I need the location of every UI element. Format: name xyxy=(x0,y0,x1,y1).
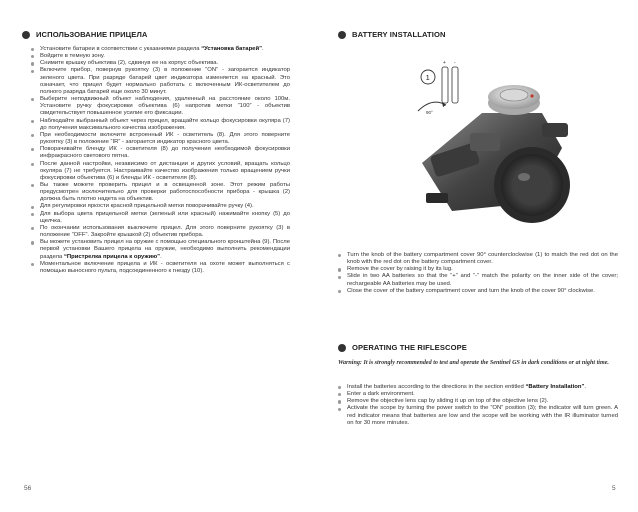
list-item-tail: . xyxy=(584,384,587,390)
operating-instruction-list xyxy=(338,384,618,427)
list-item-text: Вы также можете проверить прицел и в освещенной зоне. Этот режим работы предусмотрен исключительно для проверки работоспособности прибора - крышка (2) должна быть плотно надета на объектив. xyxy=(40,181,290,203)
list-item xyxy=(338,288,618,295)
svg-text:-: - xyxy=(454,60,456,66)
list-item-text: Вы можете установить прицел на оружие с помощью специального кронштейна (9). После первой установки Вашего прицела на оружие, необходимо выполнить рекомендации раздела xyxy=(40,239,290,260)
list-item-text: Remove the objective lens cap by sliding it up on top of the objective lens (2). xyxy=(347,398,549,405)
section-bullet-icon xyxy=(338,31,346,39)
list-item-text: Выберите неподвижный объект наблюдения, удаленный на расстояние около 100м. Установите ручку фокусировки объектива (6) напротив метки “100” - объектив свидетельствует повышенное усилие его фиксации. xyxy=(40,96,290,117)
list-item xyxy=(31,225,290,239)
list-item-tail: . xyxy=(262,46,264,52)
list-item xyxy=(31,53,290,60)
warning-note: Warning: It is strongly recommended to test and operate the Sentinel GS in dark conditions or at night time. xyxy=(338,360,609,366)
svg-text:+: + xyxy=(443,60,446,66)
list-item xyxy=(31,161,290,182)
callout-number: 1 xyxy=(425,73,430,82)
list-item xyxy=(31,67,290,96)
list-item-text: Close the cover of the battery compartment cover and turn the knob of the cover 90° clockwise. xyxy=(347,287,595,294)
list-item xyxy=(338,273,618,287)
list-item xyxy=(338,266,618,273)
right-page-number: 5 xyxy=(612,485,616,492)
list-item xyxy=(338,384,618,391)
riflescope-battery-illustration xyxy=(412,53,582,231)
list-item-text: Снимите крышку объектива (2), сдвинув ее на корпус объектива. xyxy=(40,60,219,67)
list-item-text: При необходимости включите встроенный ИК - осветитель (8). Для этого поверните рукоятку (3) в положение “IR” - загорается индикатор красного цвета. xyxy=(40,131,290,146)
list-item xyxy=(31,118,290,132)
list-item-bold: “Battery Installation” xyxy=(525,384,585,390)
list-item xyxy=(31,203,290,210)
list-item-bold: “Установка батарей” xyxy=(201,46,263,52)
list-item-tail: . xyxy=(160,253,162,260)
list-item xyxy=(338,398,618,405)
list-item xyxy=(31,132,290,146)
list-item-text: Моментальное включение прицела и ИК - осветителя на охоте может выполняться с помощью выносного пульта, подсоединенного к гнезду (10). xyxy=(40,260,290,274)
list-item-text: Установите батареи в соответствии с указаниями раздела xyxy=(40,46,202,52)
list-item xyxy=(31,60,290,67)
list-item xyxy=(31,261,290,275)
list-item-text: Поворачивайте бленду ИК - осветителя (8) до получения необходимой фокусировки инфракрасного светового пятна. xyxy=(40,146,290,160)
list-item xyxy=(338,391,618,398)
list-item-text: Войдите в темную зону. xyxy=(40,53,105,60)
left-page-number: 56 xyxy=(24,485,32,492)
operating-heading-text: OPERATING THE RIFLESCOPE xyxy=(352,343,467,352)
list-item-text: Turn the knob of the battery compartment cover 90° counterclockwise (1) to match the red dot on the knob with the red dot on the battery compartment cover. xyxy=(347,252,618,266)
battery-instruction-list xyxy=(338,252,618,295)
list-item-text: Для регулировки яркости красной прицельной метки поворачивайте ручку (4). xyxy=(40,203,254,210)
left-heading-text: ИСПОЛЬЗОВАНИЕ ПРИЦЕЛА xyxy=(36,30,148,39)
list-item-text: Enter a dark environment. xyxy=(347,391,415,398)
list-item-text: Наблюдайте выбранный объект через прицел, вращайте кольцо фокусировки окуляра (7) до получения максимального качества изображения. xyxy=(40,117,290,131)
operating-section-heading xyxy=(338,343,467,352)
section-bullet-icon xyxy=(22,31,30,39)
battery-section-heading xyxy=(338,30,446,39)
left-section-heading xyxy=(22,30,148,39)
list-item-text: Remove the cover by raising it by its lug. xyxy=(347,266,453,273)
list-item xyxy=(31,239,290,260)
list-item-text: Включите прибор, повернув рукоятку (3) в положение “ON” - загорается индикатор зеленого цвета. При разряде батарей цвет индикатора изменяется на красный. Это означает, что прицел будет нормально работать с включенным ИК-осветителем до полного разряда батарей еще около 30 минут. xyxy=(40,67,290,95)
list-item xyxy=(338,405,618,426)
list-item-text: Для выбора цвета прицельной метки (зеленый или красный) нажимайте кнопку (5) до щелчка. xyxy=(40,210,290,224)
list-item-bold: “Пристрелка прицела к оружию” xyxy=(63,253,161,260)
section-bullet-icon xyxy=(338,344,346,352)
list-item xyxy=(31,211,290,225)
left-instruction-list xyxy=(31,46,290,275)
svg-text:90°: 90° xyxy=(426,110,433,115)
list-item xyxy=(338,252,618,266)
battery-heading-text: BATTERY INSTALLATION xyxy=(352,30,446,39)
list-item-text: По окончании использования выключите прицел. Для этого поверните рукоятку (3) в положение “OFF”. Закройте крышкой (2) объектив прибора. xyxy=(40,224,290,239)
list-item-text: Activate the scope by turning the power switch to the “ON” position (3); the indicator will turn green. A red indicator means that batteries are low and the scope will be working with the IR illuminator turned on for 30 more minutes. xyxy=(347,405,618,426)
list-item xyxy=(31,146,290,160)
list-item-text: После данной настройки, независимо от дистанции и других условий, вращать кольцо окуляра (7) не требуется. Настраивайте качество изображения только вращением ручки фокусировки объектива (6) и бленды ИК - осветителя (8). xyxy=(40,160,290,181)
list-item-text: Slide in two AA batteries so that the “+” and “-” match the polarity on the inner side of the cover; rechargeable AA batteries may be used. xyxy=(347,273,618,287)
list-item xyxy=(31,182,290,203)
list-item xyxy=(31,96,290,117)
list-item-text: Install the batteries according to the directions in the section entitled xyxy=(347,384,526,390)
